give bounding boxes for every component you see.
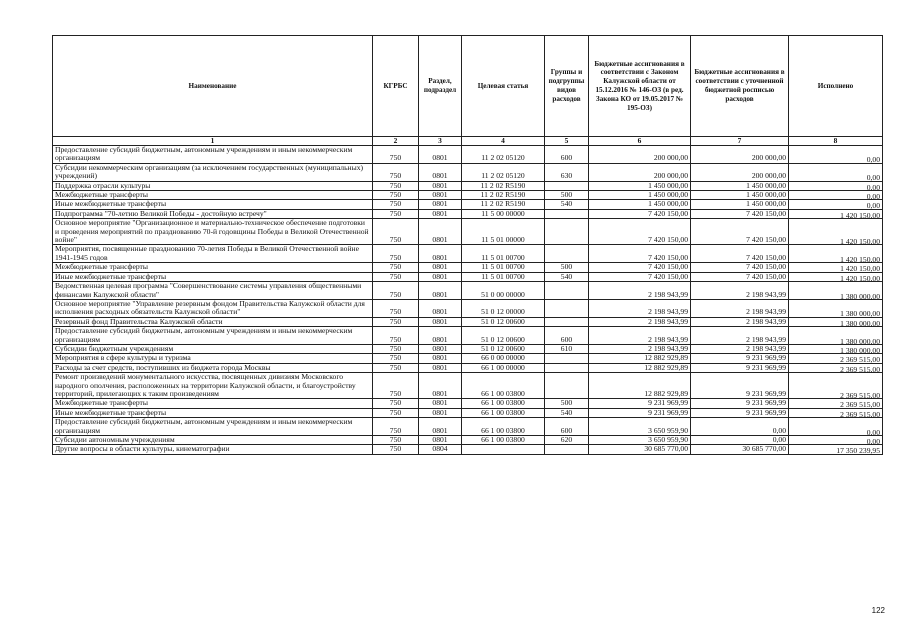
row-kgrbs: 750 [373,317,419,326]
row-executed-amount: 0,00 [789,165,883,183]
table-row [53,445,883,454]
row-target: 11 5 01 00700 [462,263,545,272]
row-target: 51 0 12 00000 [462,299,545,317]
row-target: 66 0 00 00000 [462,354,545,363]
row-refined-amount: 200 000,00 [691,146,789,164]
row-refined-amount: 200 000,00 [691,163,789,181]
row-group [545,219,589,245]
row-executed-amount: 2 369 515,00 [789,365,883,374]
table-row [53,282,883,300]
row-group [545,363,589,372]
row-target: 51 0 12 00600 [462,344,545,353]
row-executed-amount: 2 369 515,00 [789,401,883,410]
row-group [545,282,589,300]
row-target: 51 0 00 00000 [462,282,545,300]
column-number: 6 [589,137,691,146]
row-group [545,373,589,399]
row-kgrbs: 750 [373,263,419,272]
row-kgrbs: 750 [373,299,419,317]
row-target [462,445,545,454]
row-law-amount: 2 198 943,99 [589,299,691,317]
table-row [53,181,883,190]
table-row [53,245,883,263]
header-section: Раздел, подраздел [419,36,462,137]
row-refined-amount: 2 198 943,99 [691,327,789,345]
row-group: 540 [545,200,589,209]
column-number: 3 [419,137,462,146]
table-row [53,327,883,345]
table-row [53,146,883,164]
row-kgrbs: 750 [373,181,419,190]
header-kgrbs: КГРБС [373,36,419,137]
row-law-amount: 9 231 969,99 [589,399,691,408]
row-law-amount: 7 420 150,00 [589,263,691,272]
row-law-amount: 12 882 929,89 [589,354,691,363]
row-executed-amount: 2 369 515,00 [789,410,883,419]
row-target: 11 2 02 05120 [462,146,545,164]
row-executed-amount: 17 350 239,95 [789,447,883,456]
row-target: 11 2 02 R5190 [462,181,545,190]
row-law-amount: 7 420 150,00 [589,272,691,281]
row-section: 0801 [419,436,462,445]
table-row [53,317,883,326]
table-row [53,219,883,245]
row-name: Субсидии некоммерческим организациям (за исключением государственных (муниципальных) учреждений) [53,163,373,181]
row-name: Иные межбюджетные трансферты [53,272,373,281]
table-row [53,363,883,372]
table-row [53,191,883,200]
row-section: 0801 [419,354,462,363]
row-target: 66 1 00 00000 [462,363,545,372]
row-name: Предоставление субсидий бюджетным, автономным учреждениям и иным некоммерческим организациям [53,327,373,345]
row-target: 11 2 02 05120 [462,163,545,181]
row-group: 610 [545,344,589,353]
row-refined-amount: 7 420 150,00 [691,272,789,281]
row-kgrbs: 750 [373,272,419,281]
row-target: 66 1 00 03800 [462,408,545,417]
row-law-amount: 30 685 770,00 [589,445,691,454]
row-executed-amount: 1 380 000,00 [789,319,883,328]
row-kgrbs: 750 [373,163,419,181]
row-refined-amount: 2 198 943,99 [691,299,789,317]
row-executed-amount: 1 380 000,00 [789,346,883,355]
row-target: 11 5 01 00700 [462,245,545,263]
column-number: 7 [691,137,789,146]
row-group: 540 [545,272,589,281]
row-refined-amount: 7 420 150,00 [691,219,789,245]
row-section: 0801 [419,191,462,200]
row-kgrbs: 750 [373,146,419,164]
row-executed-amount: 1 380 000,00 [789,284,883,302]
row-section: 0801 [419,408,462,417]
row-refined-amount: 9 231 969,99 [691,408,789,417]
row-executed-amount: 1 420 150,00 [789,211,883,220]
row-section: 0801 [419,163,462,181]
row-name: Иные межбюджетные трансферты [53,200,373,209]
table-row [53,272,883,281]
row-section: 0801 [419,282,462,300]
row-name: Мероприятия в сфере культуры и туризма [53,354,373,363]
row-law-amount: 12 882 929,89 [589,373,691,399]
row-kgrbs: 750 [373,445,419,454]
row-refined-amount: 9 231 969,99 [691,399,789,408]
row-kgrbs: 750 [373,436,419,445]
row-target: 11 5 01 00700 [462,272,545,281]
row-group [545,354,589,363]
row-kgrbs: 750 [373,282,419,300]
header-groups: Группы и подгруппы видов расходов [545,36,589,137]
row-law-amount: 200 000,00 [589,163,691,181]
row-section: 0801 [419,327,462,345]
row-group: 500 [545,263,589,272]
row-kgrbs: 750 [373,399,419,408]
row-target: 66 1 00 03800 [462,373,545,399]
row-section: 0801 [419,299,462,317]
row-group [545,445,589,454]
row-law-amount: 1 450 000,00 [589,200,691,209]
row-group: 600 [545,418,589,436]
row-executed-amount: 0,00 [789,202,883,211]
row-group [545,299,589,317]
row-executed-amount: 2 369 515,00 [789,356,883,365]
row-kgrbs: 750 [373,363,419,372]
header-name: Наименование [53,36,373,137]
row-section: 0801 [419,317,462,326]
row-group: 620 [545,436,589,445]
row-executed-amount: 1 420 150,00 [789,221,883,247]
row-target: 66 1 00 03800 [462,399,545,408]
header-executed: Исполнено [789,36,883,137]
row-law-amount: 200 000,00 [589,146,691,164]
row-kgrbs: 750 [373,408,419,417]
row-refined-amount: 9 231 969,99 [691,373,789,399]
row-law-amount: 9 231 969,99 [589,408,691,417]
header-refined: Бюджетные ассигнования в соответствии с уточненной бюджетной росписью расходов [691,36,789,137]
row-name: Мероприятия, посвященные празднованию 70-летия Победы в Великой Отечественной войне 1941-1945 годов [53,245,373,263]
row-section: 0801 [419,200,462,209]
row-section: 0801 [419,363,462,372]
header-target: Целевая статья [462,36,545,137]
row-kgrbs: 750 [373,209,419,218]
row-refined-amount: 2 198 943,99 [691,282,789,300]
table-row [53,373,883,399]
row-refined-amount: 7 420 150,00 [691,263,789,272]
row-name: Резервный фонд Правительства Калужской области [53,317,373,326]
table-row [53,263,883,272]
row-refined-amount: 1 450 000,00 [691,191,789,200]
column-number: 8 [789,137,883,146]
row-section: 0801 [419,209,462,218]
row-law-amount: 1 450 000,00 [589,181,691,190]
table-row [53,399,883,408]
row-kgrbs: 750 [373,354,419,363]
row-target: 51 0 12 00600 [462,317,545,326]
row-kgrbs: 750 [373,200,419,209]
row-name: Основное мероприятие "Организационное и материально-техническое обеспечение подготовки и проведения мероприятий по празднованию 70-й годовщины Победы в Великой Отечественной войне" [53,219,373,245]
row-kgrbs: 750 [373,373,419,399]
header-law: Бюджетные ассигнования в соответствии с Законом Калужской области от 15.12.2016 № 146-ОЗ (в ред. Закона КО от 19.05.2017 № 195-ОЗ) [589,36,691,137]
row-refined-amount: 0,00 [691,418,789,436]
row-law-amount: 1 450 000,00 [589,191,691,200]
row-law-amount: 12 882 929,89 [589,363,691,372]
row-target: 51 0 12 00600 [462,327,545,345]
row-law-amount: 7 420 150,00 [589,209,691,218]
row-kgrbs: 750 [373,219,419,245]
row-refined-amount: 1 450 000,00 [691,200,789,209]
row-section: 0801 [419,181,462,190]
column-number: 2 [373,137,419,146]
row-section: 0801 [419,219,462,245]
row-group [545,209,589,218]
row-executed-amount: 0,00 [789,438,883,447]
row-section: 0801 [419,344,462,353]
table-row [53,418,883,436]
column-number: 5 [545,137,589,146]
row-section: 0801 [419,373,462,399]
row-name: Предоставление субсидий бюджетным, автономным учреждениям и иным некоммерческим организациям [53,418,373,436]
row-executed-amount: 0,00 [789,420,883,438]
row-target: 11 2 02 R5190 [462,191,545,200]
budget-table [52,35,883,455]
row-executed-amount: 1 380 000,00 [789,329,883,347]
row-executed-amount: 1 380 000,00 [789,301,883,319]
row-name: Субсидии автономным учреждениям [53,436,373,445]
row-executed-amount: 0,00 [789,183,883,192]
row-kgrbs: 750 [373,344,419,353]
row-executed-amount: 2 369 515,00 [789,375,883,401]
row-law-amount: 2 198 943,99 [589,344,691,353]
row-name: Расходы за счет средств, поступивших из бюджета города Москвы [53,363,373,372]
table-row [53,163,883,181]
row-kgrbs: 750 [373,191,419,200]
row-group: 540 [545,408,589,417]
row-name: Иные межбюджетные трансферты [53,408,373,417]
row-group: 630 [545,163,589,181]
row-refined-amount: 7 420 150,00 [691,245,789,263]
row-law-amount: 3 650 959,90 [589,418,691,436]
row-group [545,245,589,263]
header-row [53,36,883,137]
row-law-amount: 2 198 943,99 [589,327,691,345]
row-target: 11 2 02 R5190 [462,200,545,209]
row-section: 0801 [419,399,462,408]
row-group [545,317,589,326]
row-executed-amount: 0,00 [789,193,883,202]
row-name: Ремонт произведений монументального искусства, посвященных дивизиям Московского народного ополчения, расположенных на территории Калужской области, и благоустройству территорий, прилегающих к таким произведениям [53,373,373,399]
row-group: 500 [545,191,589,200]
row-law-amount: 7 420 150,00 [589,245,691,263]
row-section: 0801 [419,245,462,263]
row-name: Субсидии бюджетным учреждениям [53,344,373,353]
row-law-amount: 3 650 959,90 [589,436,691,445]
table-row [53,200,883,209]
row-name: Основное мероприятие "Управление резервным фондом Правительства Калужской области для исполнения расходных обязательств Калужской области" [53,299,373,317]
row-law-amount: 2 198 943,99 [589,317,691,326]
row-target: 11 5 00 00000 [462,209,545,218]
row-kgrbs: 750 [373,327,419,345]
table-row [53,344,883,353]
table-row [53,436,883,445]
row-refined-amount: 0,00 [691,436,789,445]
row-refined-amount: 2 198 943,99 [691,344,789,353]
row-name: Межбюджетные трансферты [53,399,373,408]
table-row [53,408,883,417]
row-executed-amount: 1 420 150,00 [789,247,883,265]
row-name: Предоставление субсидий бюджетным, автономным учреждениям и иным некоммерческим организациям [53,146,373,164]
row-section: 0804 [419,445,462,454]
table-row [53,209,883,218]
row-refined-amount: 30 685 770,00 [691,445,789,454]
table-row [53,299,883,317]
row-name: Другие вопросы в области культуры, кинематографии [53,445,373,454]
row-kgrbs: 750 [373,418,419,436]
row-refined-amount: 7 420 150,00 [691,209,789,218]
row-name: Поддержка отрасли культуры [53,181,373,190]
row-law-amount: 7 420 150,00 [589,219,691,245]
row-name: Межбюджетные трансферты [53,263,373,272]
row-group: 600 [545,327,589,345]
row-section: 0801 [419,146,462,164]
row-name: Подпрограмма "70-летию Великой Победы - достойную встречу" [53,209,373,218]
row-group: 500 [545,399,589,408]
column-number: 4 [462,137,545,146]
row-refined-amount: 2 198 943,99 [691,317,789,326]
row-target: 66 1 00 03800 [462,418,545,436]
page-number: 122 [871,606,885,615]
row-section: 0801 [419,418,462,436]
row-section: 0801 [419,272,462,281]
row-group [545,181,589,190]
row-section: 0801 [419,263,462,272]
table-row [53,354,883,363]
row-target: 11 5 01 00000 [462,219,545,245]
column-number-row [53,137,883,146]
row-law-amount: 2 198 943,99 [589,282,691,300]
row-refined-amount: 9 231 969,99 [691,363,789,372]
row-executed-amount: 1 420 150,00 [789,274,883,283]
row-refined-amount: 1 450 000,00 [691,181,789,190]
column-number: 1 [53,137,373,146]
row-kgrbs: 750 [373,245,419,263]
row-target: 66 1 00 03800 [462,436,545,445]
row-executed-amount: 0,00 [789,148,883,166]
row-name: Межбюджетные трансферты [53,191,373,200]
row-group: 600 [545,146,589,164]
row-name: Ведомственная целевая программа "Совершенствование системы управления общественными финансами Калужской области" [53,282,373,300]
row-executed-amount: 1 420 150,00 [789,265,883,274]
row-refined-amount: 9 231 969,99 [691,354,789,363]
